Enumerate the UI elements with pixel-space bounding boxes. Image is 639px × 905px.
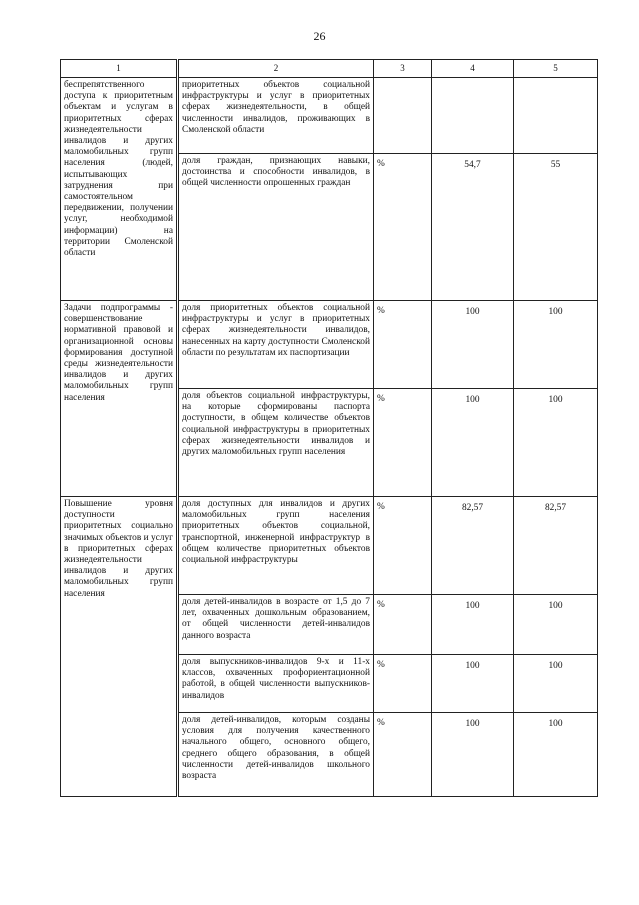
- unit-cell: %: [374, 497, 432, 595]
- goal-cell: беспрепятственного доступа к приоритетным объектам и услугам в приоритетных сферах жизнедеятельности инвалидов и других маломобильных групп населения (людей, испытывающих затруднения при самостоятельном передвижении, получении услуг, необходимой информации) на территории Смоленской области: [61, 78, 178, 301]
- value-cell: 100: [432, 655, 514, 713]
- column-header-2: 2: [178, 60, 374, 78]
- indicator-cell: доля детей-инвалидов, которым созданы условия для получения качественного начального общего, основного общего, среднего общего образования, в общей численности детей-инвалидов школьного возраста: [178, 713, 374, 797]
- goal-cell: Повышение уровня доступности приоритетных социально значимых объектов и услуг в приоритетных сферах жизнедеятельности инвалидов и других маломобильных групп населения: [61, 497, 178, 797]
- value-cell: 55: [514, 154, 598, 301]
- value-cell: 100: [432, 301, 514, 389]
- column-header-3: 3: [374, 60, 432, 78]
- unit-cell: [374, 78, 432, 154]
- indicator-cell: доля граждан, признающих навыки, достоинства и способности инвалидов, в общей численности опрошенных граждан: [178, 154, 374, 301]
- indicator-cell: доля выпускников-инвалидов 9-х и 11-х классов, охваченных профориентационной работой, в общей численности выпускников-инвалидов: [178, 655, 374, 713]
- column-header-4: 4: [432, 60, 514, 78]
- value-cell: 100: [514, 655, 598, 713]
- column-header-5: 5: [514, 60, 598, 78]
- indicator-cell: приоритетных объектов социальной инфраструктуры и услуг в приоритетных сферах жизнедеятельности, в общей численности инвалидов, проживающих в Смоленской области: [178, 78, 374, 154]
- value-cell: 100: [514, 301, 598, 389]
- column-header-1: 1: [61, 60, 178, 78]
- value-cell: 100: [514, 595, 598, 655]
- unit-cell: %: [374, 595, 432, 655]
- unit-cell: %: [374, 389, 432, 497]
- page-number: 26: [313, 29, 326, 43]
- unit-cell: %: [374, 713, 432, 797]
- unit-cell: %: [374, 655, 432, 713]
- indicator-cell: доля доступных для инвалидов и других маломобильных групп населения приоритетных объектов социальной, транспортной, инженерной инфраструктур в общем количестве приоритетных объектов социальной инфраструктуры: [178, 497, 374, 595]
- indicator-cell: доля детей-инвалидов в возрасте от 1,5 до 7 лет, охваченных дошкольным образованием, от общей численности детей-инвалидов данного возраста: [178, 595, 374, 655]
- value-cell: 100: [514, 389, 598, 497]
- unit-cell: %: [374, 154, 432, 301]
- table-row: [61, 301, 598, 389]
- indicators-table: [60, 59, 598, 797]
- indicator-cell: доля приоритетных объектов социальной инфраструктуры и услуг в приоритетных сферах жизнедеятельности инвалидов, нанесенных на карту доступности Смоленской области по результатам их паспортизации: [178, 301, 374, 389]
- value-cell: 100: [514, 713, 598, 797]
- value-cell: 100: [432, 713, 514, 797]
- table-row: [61, 78, 598, 154]
- value-cell: 100: [432, 595, 514, 655]
- value-cell: 100: [432, 389, 514, 497]
- value-cell: 82,57: [514, 497, 598, 595]
- value-cell: [432, 78, 514, 154]
- unit-cell: %: [374, 301, 432, 389]
- value-cell: [514, 78, 598, 154]
- goal-cell: Задачи подпрограммы - совершенствование нормативной правовой и организационной основы формирования доступной среды жизнедеятельности инвалидов и других маломобильных групп населения: [61, 301, 178, 497]
- table-row: [61, 497, 598, 595]
- header-row: [61, 60, 598, 78]
- indicator-cell: доля объектов социальной инфраструктуры, на которые сформированы паспорта доступности, в общем количестве объектов социальной инфраструктуры в приоритетных сферах жизнедеятельности инвалидов и других маломобильных групп населения: [178, 389, 374, 497]
- value-cell: 82,57: [432, 497, 514, 595]
- value-cell: 54,7: [432, 154, 514, 301]
